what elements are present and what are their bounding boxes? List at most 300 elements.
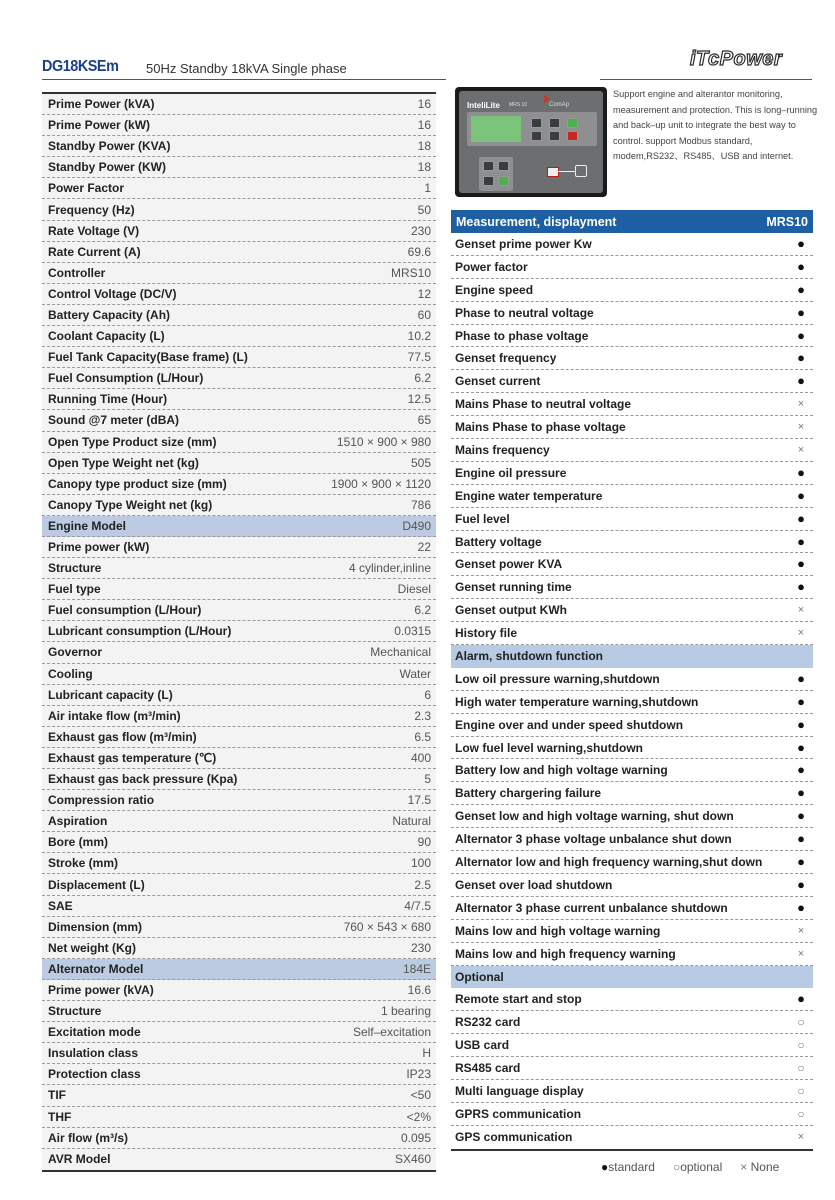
- table-row: [42, 621, 436, 642]
- row-value: IP23: [406, 1067, 431, 1082]
- row-label: Canopy Type Weight net (kg): [48, 497, 213, 512]
- row-label: Exhaust gas temperature (℃): [48, 750, 217, 765]
- feature-row: [451, 988, 813, 1011]
- feature-row: [451, 691, 813, 714]
- row-label: Open Type Product size (mm): [48, 434, 217, 449]
- standard-dot-icon: ●: [797, 785, 805, 801]
- controller-panel: [459, 91, 603, 193]
- row-value: 0.095: [400, 1130, 431, 1145]
- standard-dot-icon: ●: [797, 693, 805, 709]
- feature-label: Genset prime power Kw: [455, 236, 592, 251]
- table-row: [42, 136, 436, 157]
- row-label: Prime Power (kVA): [48, 97, 155, 112]
- row-value: 4/7.5: [404, 898, 431, 913]
- table-row: [42, 94, 436, 115]
- feature-label: Engine speed: [455, 282, 534, 297]
- feature-row: [451, 1011, 813, 1034]
- section-optional: Optional: [451, 966, 813, 989]
- feature-row: [451, 256, 813, 279]
- row-value: 1: [424, 181, 431, 196]
- feature-label: Genset low and high voltage warning, shut down: [455, 809, 734, 824]
- row-label: Alternator Model: [48, 961, 144, 976]
- row-label: Excitation mode: [48, 1025, 141, 1040]
- panel-button: [531, 131, 542, 141]
- standard-dot-icon: ●: [797, 853, 805, 869]
- row-value: <2%: [406, 1109, 431, 1124]
- row-value: 22: [417, 540, 431, 555]
- feature-label: Power factor: [455, 259, 528, 274]
- row-value: 100: [410, 856, 431, 871]
- row-value: 4 cylinder,inline: [348, 561, 431, 576]
- feature-row: [451, 393, 813, 416]
- down-button: [483, 176, 494, 186]
- table-row: [42, 664, 436, 685]
- standard-dot-icon: ●: [797, 533, 805, 549]
- legend-standard: ●standard: [601, 1160, 655, 1174]
- standard-dot-icon: ●: [797, 808, 805, 824]
- row-value: 230: [410, 223, 431, 238]
- table-row: [42, 1128, 436, 1149]
- table-row: [42, 769, 436, 790]
- table-row: [42, 410, 436, 431]
- row-value: 16.6: [407, 982, 431, 997]
- feature-row: [451, 805, 813, 828]
- row-label: Air intake flow (m³/min): [48, 708, 181, 723]
- table-row: [42, 221, 436, 242]
- row-value: 77.5: [407, 350, 431, 365]
- table-row: [42, 199, 436, 220]
- table-row: [42, 263, 436, 284]
- table-row: [42, 157, 436, 178]
- row-value: 18: [417, 160, 431, 175]
- row-label: Exhaust gas back pressure (Kpa): [48, 772, 238, 787]
- logo-text: iTcPower: [690, 48, 783, 70]
- none-cross-icon: ×: [797, 398, 805, 411]
- row-value: Mechanical: [370, 645, 431, 660]
- row-label: Prime power (kVA): [48, 982, 154, 997]
- row-value: 6.2: [414, 371, 431, 386]
- stop-button: [567, 131, 578, 141]
- feature-label: Engine oil pressure: [455, 465, 567, 480]
- row-value: 230: [410, 940, 431, 955]
- feature-row: [451, 576, 813, 599]
- feature-row: [451, 462, 813, 485]
- feature-label: Battery low and high voltage warning: [455, 763, 668, 778]
- row-value: 90: [417, 835, 431, 850]
- feature-label: GPS communication: [455, 1130, 573, 1145]
- row-value: 0.0315: [394, 624, 431, 639]
- feature-row: [451, 943, 813, 966]
- row-label: Air flow (m³/s): [48, 1130, 128, 1145]
- row-label: Protection class: [48, 1067, 141, 1082]
- up-button: [483, 161, 494, 171]
- none-cross-icon: ×: [797, 443, 805, 456]
- row-value: 12.5: [407, 392, 431, 407]
- row-value: Self–excitation: [352, 1025, 431, 1040]
- feature-row: [451, 439, 813, 462]
- table-row: [42, 1085, 436, 1106]
- legend: [601, 1160, 779, 1174]
- feature-row: [451, 668, 813, 691]
- table-row: [42, 748, 436, 769]
- table-row: [42, 1043, 436, 1064]
- optional-circle-icon: ○: [797, 1083, 805, 1098]
- none-cross-icon: ×: [797, 1131, 805, 1144]
- row-label: Insulation class: [48, 1046, 139, 1061]
- row-label: Fuel type: [48, 582, 101, 597]
- row-label: Displacement (L): [48, 877, 145, 892]
- feature-label: Engine over and under speed shutdown: [455, 717, 684, 732]
- feature-row: [451, 347, 813, 370]
- row-value: Water: [399, 666, 431, 681]
- table-row: [42, 242, 436, 263]
- table-row: [42, 980, 436, 1001]
- table-row: [42, 115, 436, 136]
- controller-model-label: MRS 10: [509, 102, 528, 108]
- table-row: [42, 495, 436, 516]
- usb-port-icon: [547, 167, 559, 177]
- feature-label: USB card: [455, 1038, 510, 1053]
- feature-label: Genset running time: [455, 580, 572, 595]
- feature-row: [451, 1080, 813, 1103]
- none-cross-icon: ×: [740, 1160, 748, 1174]
- table-row: [42, 727, 436, 748]
- standard-dot-icon: ●: [797, 716, 805, 732]
- feature-label: Mains frequency: [455, 442, 550, 457]
- feature-row: [451, 1034, 813, 1057]
- table-row: [42, 347, 436, 368]
- row-value: 786: [410, 497, 431, 512]
- row-value: 50: [417, 202, 431, 217]
- standard-dot-icon: ●: [797, 327, 805, 343]
- row-value: 17.5: [407, 793, 431, 808]
- row-value: Diesel: [397, 582, 431, 597]
- row-value: 1510 × 900 × 980: [336, 434, 431, 449]
- standard-dot-icon: ●: [797, 739, 805, 755]
- feature-row: [451, 416, 813, 439]
- row-value: 6.5: [414, 729, 431, 744]
- table-row: [42, 685, 436, 706]
- legend-optional: ○optional: [672, 1160, 723, 1174]
- optional-circle-icon: ○: [797, 1015, 805, 1030]
- feature-label: Multi language display: [455, 1083, 584, 1098]
- row-value: 2.5: [414, 877, 431, 892]
- feature-label: Genset over load shutdown: [455, 877, 613, 892]
- feature-label: Battery voltage: [455, 534, 542, 549]
- table-row: [42, 896, 436, 917]
- row-label: Power Factor: [48, 181, 125, 196]
- row-value: 12: [417, 286, 431, 301]
- row-label: Frequency (Hz): [48, 202, 135, 217]
- feature-table: [451, 210, 813, 1151]
- feature-label: High water temperature warning,shutdown: [455, 694, 699, 709]
- page-button: [498, 161, 509, 171]
- optional-circle-icon: ○: [797, 1106, 805, 1121]
- none-cross-icon: ×: [797, 421, 805, 434]
- row-label: Lubricant consumption (L/Hour): [48, 624, 232, 639]
- feature-row: [451, 531, 813, 554]
- feature-label: Mains Phase to phase voltage: [455, 420, 626, 435]
- table-row: [42, 284, 436, 305]
- table-row: [42, 1001, 436, 1022]
- table-row: [42, 453, 436, 474]
- table-row: [42, 832, 436, 853]
- row-label: Compression ratio: [48, 793, 155, 808]
- row-label: Canopy type product size (mm): [48, 476, 227, 491]
- table-row: [42, 178, 436, 199]
- row-label: Battery Capacity (Ah): [48, 307, 171, 322]
- table-row: [42, 1022, 436, 1043]
- row-label: Controller: [48, 265, 106, 280]
- none-cross-icon: ×: [797, 947, 805, 960]
- feature-header-title: Measurement, displayment: [456, 214, 617, 229]
- feature-label: Low oil pressure warning,shutdown: [455, 671, 660, 686]
- row-value: 16: [417, 118, 431, 133]
- row-label: Exhaust gas flow (m³/min): [48, 729, 197, 744]
- row-value: Natural: [392, 814, 431, 829]
- table-row: [42, 1107, 436, 1128]
- start-button: [567, 118, 578, 128]
- row-label: Dimension (mm): [48, 919, 143, 934]
- controller-image: [455, 87, 607, 197]
- row-value: D490: [402, 518, 431, 533]
- row-label: Fuel Consumption (L/Hour): [48, 371, 204, 386]
- feature-row: [451, 1103, 813, 1126]
- table-row: [42, 537, 436, 558]
- feature-row: [451, 828, 813, 851]
- row-value: 760 × 543 × 680: [343, 919, 431, 934]
- row-value: 6.2: [414, 603, 431, 618]
- feature-row: [451, 508, 813, 531]
- feature-row: [451, 897, 813, 920]
- table-row: [42, 917, 436, 938]
- model-subtitle: 50Hz Standby 18kVA Single phase: [146, 61, 347, 76]
- table-row: [42, 1149, 436, 1170]
- feature-label: GPRS communication: [455, 1106, 582, 1121]
- row-label: Structure: [48, 1004, 102, 1019]
- row-label: Cooling: [48, 666, 93, 681]
- row-label: Sound @7 meter (dBA): [48, 413, 180, 428]
- feature-label: Genset output KWh: [455, 603, 567, 618]
- controller-maker: ComAp: [549, 102, 570, 108]
- feature-row: [451, 920, 813, 943]
- standard-dot-icon: ●: [797, 876, 805, 892]
- standard-dot-icon: ●: [797, 991, 805, 1007]
- feature-label: Alternator 3 phase voltage unbalance shut down: [455, 832, 732, 847]
- row-label: Standby Power (KW): [48, 160, 167, 175]
- feature-row: [451, 485, 813, 508]
- feature-row: [451, 370, 813, 393]
- row-value: 505: [410, 455, 431, 470]
- brand-logo: [690, 48, 814, 72]
- row-value: 2.3: [414, 708, 431, 723]
- row-value: MRS10: [390, 265, 431, 280]
- feature-label: Battery chargering failure: [455, 786, 602, 801]
- standard-dot-icon: ●: [797, 258, 805, 274]
- none-cross-icon: ×: [797, 604, 805, 617]
- row-label: Prime Power (kW): [48, 118, 151, 133]
- header-divider: [42, 79, 446, 80]
- header-divider-right: [600, 79, 812, 80]
- row-label: Fuel Tank Capacity(Base frame) (L): [48, 350, 248, 365]
- feature-label: Alternator low and high frequency warning,shut down: [455, 854, 763, 869]
- spec-table: [42, 92, 436, 1172]
- row-label: Rate Voltage (V): [48, 223, 140, 238]
- row-label: Structure: [48, 561, 102, 576]
- table-row: [42, 368, 436, 389]
- row-label: Stroke (mm): [48, 856, 119, 871]
- section-row: [42, 516, 436, 537]
- row-label: Governor: [48, 645, 103, 660]
- row-value: SX460: [394, 1152, 431, 1167]
- row-value: 5: [424, 772, 431, 787]
- feature-label: RS485 card: [455, 1061, 521, 1075]
- mode-button: [498, 176, 509, 186]
- standard-dot-icon: ●: [797, 510, 805, 526]
- feature-row: [451, 874, 813, 897]
- port-line: [557, 171, 575, 172]
- feature-label: Genset power KVA: [455, 557, 563, 572]
- port-connector-icon: [575, 165, 587, 177]
- feature-label: Phase to neutral voltage: [455, 305, 594, 320]
- feature-label: Engine water temperature: [455, 488, 603, 503]
- row-label: Aspiration: [48, 814, 108, 829]
- row-value: 1900 × 900 × 1120: [331, 476, 431, 491]
- standard-dot-icon: ●: [797, 281, 805, 297]
- table-row: [42, 811, 436, 832]
- feature-row: [451, 233, 813, 256]
- feature-label: Phase to phase voltage: [455, 328, 589, 343]
- feature-row: [451, 325, 813, 348]
- row-label: Rate Current (A): [48, 244, 141, 259]
- row-label: THF: [48, 1109, 72, 1124]
- row-value: 400: [410, 750, 431, 765]
- feature-label: Alternator 3 phase current unbalance shutdown: [455, 900, 728, 915]
- table-row: [42, 874, 436, 895]
- feature-table-header: [451, 210, 813, 233]
- row-value: 10.2: [407, 329, 431, 344]
- standard-dot-icon: ●: [797, 304, 805, 320]
- standard-dot-icon: ●: [797, 579, 805, 595]
- row-value: 6: [424, 687, 431, 702]
- row-label: Prime power (kW): [48, 540, 150, 555]
- row-label: SAE: [48, 898, 73, 913]
- optional-circle-icon: ○: [797, 1061, 805, 1075]
- panel-button: [549, 131, 560, 141]
- standard-dot-icon: ●: [797, 464, 805, 480]
- table-row: [42, 579, 436, 600]
- feature-label: Fuel level: [455, 511, 510, 526]
- panel-button: [549, 118, 560, 128]
- feature-row: [451, 851, 813, 874]
- row-label: Standby Power (KVA): [48, 139, 171, 154]
- standard-dot-icon: ●: [797, 556, 805, 572]
- row-value: <50: [410, 1088, 431, 1103]
- row-value: 16: [417, 97, 431, 112]
- none-cross-icon: ×: [797, 627, 805, 640]
- standard-dot-icon: ●: [797, 899, 805, 915]
- table-row: [42, 600, 436, 621]
- feature-label: History file: [455, 626, 518, 641]
- row-label: Open Type Weight net (kg): [48, 455, 199, 470]
- row-value: 1 bearing: [380, 1004, 431, 1019]
- standard-dot-icon: ●: [797, 350, 805, 366]
- table-row: [42, 326, 436, 347]
- row-label: Engine Model: [48, 518, 126, 533]
- feature-label: Mains low and high frequency warning: [455, 946, 676, 961]
- feature-label: Low fuel level warning,shutdown: [455, 740, 644, 755]
- row-label: Lubricant capacity (L): [48, 687, 173, 702]
- feature-row: [451, 1057, 813, 1080]
- row-value: H: [422, 1046, 431, 1061]
- table-row: [42, 558, 436, 579]
- standard-dot-icon: ●: [797, 487, 805, 503]
- table-row: [42, 1064, 436, 1085]
- row-value: 65: [417, 413, 431, 428]
- feature-header-model: MRS10: [766, 214, 808, 229]
- row-value: 69.6: [407, 244, 431, 259]
- row-label: Control Voltage (DC/V): [48, 286, 177, 301]
- legend-none: × None: [740, 1160, 780, 1174]
- table-row: [42, 853, 436, 874]
- feature-row: [451, 1126, 813, 1149]
- row-value: 18: [417, 139, 431, 154]
- row-label: TIF: [48, 1088, 66, 1103]
- lcd-screen: [471, 116, 521, 142]
- section-alarm: Alarm, shutdown function: [451, 645, 813, 668]
- section-row: [42, 959, 436, 980]
- feature-label: RS232 card: [455, 1015, 521, 1030]
- table-row: [42, 474, 436, 495]
- model-title: DG18KSEm: [42, 58, 119, 75]
- table-row: [42, 389, 436, 410]
- row-label: Coolant Capacity (L): [48, 329, 165, 344]
- table-row: [42, 432, 436, 453]
- controller-brand: InteliLite: [467, 101, 500, 110]
- table-row: [42, 642, 436, 663]
- feature-label: Mains low and high voltage warning: [455, 923, 661, 938]
- feature-row: [451, 279, 813, 302]
- table-row: [42, 790, 436, 811]
- none-cross-icon: ×: [797, 924, 805, 937]
- controller-description: Support engine and alterantor monitoring, measurement and protection. This is long–running and back–up unit to integrate the best way to control. support Modbus standard, modem,RS232、RS485、USB and internet.: [613, 89, 818, 162]
- feature-label: Mains Phase to neutral voltage: [455, 397, 632, 412]
- table-row: [42, 938, 436, 959]
- table-row: [42, 305, 436, 326]
- row-label: Fuel consumption (L/Hour): [48, 603, 202, 618]
- feature-row: [451, 759, 813, 782]
- standard-dot-icon: ●: [601, 1160, 609, 1174]
- optional-circle-icon: ○: [797, 1038, 805, 1053]
- feature-row: [451, 599, 813, 622]
- feature-row: [451, 714, 813, 737]
- standard-dot-icon: ●: [797, 762, 805, 778]
- row-label: AVR Model: [48, 1152, 111, 1167]
- feature-row: [451, 553, 813, 576]
- standard-dot-icon: ●: [797, 831, 805, 847]
- feature-row: [451, 622, 813, 645]
- standard-dot-icon: ●: [797, 373, 805, 389]
- feature-label: Genset frequency: [455, 351, 557, 366]
- feature-row: [451, 737, 813, 760]
- optional-circle-icon: ○: [672, 1160, 681, 1174]
- feature-label: Remote start and stop: [455, 992, 582, 1007]
- row-label: Net weight (Kg): [48, 940, 136, 955]
- row-value: 60: [417, 307, 431, 322]
- feature-row: [451, 782, 813, 805]
- row-label: Bore (mm): [48, 835, 109, 850]
- feature-row: [451, 302, 813, 325]
